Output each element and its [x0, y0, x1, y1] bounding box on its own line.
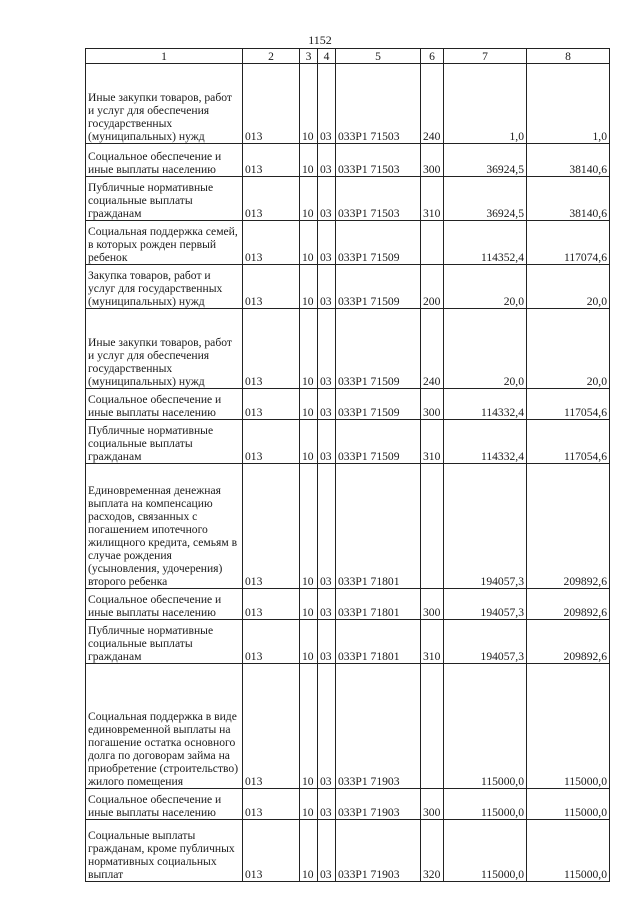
target-article-cell: 033Р1 71903: [336, 789, 421, 820]
target-article-cell: 033Р1 71801: [336, 620, 421, 664]
section-code-cell: 10: [300, 620, 318, 664]
table-row: [86, 464, 610, 589]
section-code-cell: 10: [300, 664, 318, 789]
table-row: [86, 589, 610, 620]
amount-year1-cell: 115000,0: [444, 664, 527, 789]
column-header: 7: [444, 49, 527, 64]
table-row: [86, 620, 610, 664]
expense-name-cell: Социальное обеспечение и иные выплаты населению: [86, 789, 243, 820]
target-article-cell: 033Р1 71801: [336, 464, 421, 589]
ministry-code-cell: 013: [243, 177, 300, 221]
expense-name-cell: Единовременная денежная выплата на компенсацию расходов, связанных с погашением ипотечного жилищного кредита, семьям в случае рождения (усыновления, удочерения) второго ребенка: [86, 464, 243, 589]
target-article-cell: 033Р1 71503: [336, 144, 421, 177]
subsection-code-cell: 03: [318, 177, 336, 221]
expense-type-cell: 240: [421, 64, 444, 144]
amount-year2-cell: 209892,6: [527, 589, 610, 620]
table-header-row: [86, 49, 610, 64]
column-header: 2: [243, 49, 300, 64]
ministry-code-cell: 013: [243, 420, 300, 464]
expense-type-cell: 310: [421, 420, 444, 464]
subsection-code-cell: 03: [318, 389, 336, 420]
amount-year2-cell: 115000,0: [527, 664, 610, 789]
subsection-code-cell: 03: [318, 64, 336, 144]
section-code-cell: 10: [300, 221, 318, 265]
ministry-code-cell: 013: [243, 589, 300, 620]
subsection-code-cell: 03: [318, 309, 336, 389]
amount-year2-cell: 115000,0: [527, 820, 610, 882]
amount-year2-cell: 209892,6: [527, 620, 610, 664]
page-number: 1152: [308, 33, 332, 47]
section-code-cell: 10: [300, 464, 318, 589]
target-article-cell: 033Р1 71509: [336, 420, 421, 464]
subsection-code-cell: 03: [318, 464, 336, 589]
ministry-code-cell: 013: [243, 309, 300, 389]
amount-year1-cell: 194057,3: [444, 589, 527, 620]
target-article-cell: 033Р1 71903: [336, 820, 421, 882]
amount-year1-cell: 114332,4: [444, 420, 527, 464]
expense-type-cell: 300: [421, 389, 444, 420]
table-row: [86, 144, 610, 177]
budget-table: [85, 48, 610, 882]
amount-year2-cell: 1,0: [527, 64, 610, 144]
subsection-code-cell: 03: [318, 221, 336, 265]
target-article-cell: 033Р1 71503: [336, 64, 421, 144]
section-code-cell: 10: [300, 265, 318, 309]
subsection-code-cell: 03: [318, 620, 336, 664]
target-article-cell: 033Р1 71509: [336, 221, 421, 265]
amount-year1-cell: 115000,0: [444, 789, 527, 820]
amount-year1-cell: 114332,4: [444, 389, 527, 420]
target-article-cell: 033Р1 71509: [336, 309, 421, 389]
column-header: 5: [336, 49, 421, 64]
table-row: [86, 64, 610, 144]
expense-name-cell: Социальные выплаты гражданам, кроме публичных нормативных социальных выплат: [86, 820, 243, 882]
amount-year1-cell: 20,0: [444, 309, 527, 389]
expense-type-cell: 320: [421, 820, 444, 882]
expense-type-cell: [421, 464, 444, 589]
ministry-code-cell: 013: [243, 789, 300, 820]
amount-year2-cell: 115000,0: [527, 789, 610, 820]
expense-name-cell: Социальное обеспечение и иные выплаты населению: [86, 144, 243, 177]
section-code-cell: 10: [300, 144, 318, 177]
expense-name-cell: Социальное обеспечение и иные выплаты населению: [86, 589, 243, 620]
expense-name-cell: Социальное обеспечение и иные выплаты населению: [86, 389, 243, 420]
expense-type-cell: 300: [421, 789, 444, 820]
column-header: 3: [300, 49, 318, 64]
subsection-code-cell: 03: [318, 144, 336, 177]
expense-name-cell: Публичные нормативные социальные выплаты гражданам: [86, 420, 243, 464]
amount-year1-cell: 36924,5: [444, 177, 527, 221]
table-row: [86, 664, 610, 789]
expense-name-cell: Иные закупки товаров, работ и услуг для обеспечения государственных (муниципальных) нужд: [86, 309, 243, 389]
subsection-code-cell: 03: [318, 265, 336, 309]
section-code-cell: 10: [300, 177, 318, 221]
table-row: [86, 265, 610, 309]
section-code-cell: 10: [300, 820, 318, 882]
amount-year2-cell: 38140,6: [527, 177, 610, 221]
ministry-code-cell: 013: [243, 620, 300, 664]
ministry-code-cell: 013: [243, 464, 300, 589]
amount-year2-cell: 117054,6: [527, 389, 610, 420]
target-article-cell: 033Р1 71509: [336, 389, 421, 420]
amount-year1-cell: 1,0: [444, 64, 527, 144]
column-header: 1: [86, 49, 243, 64]
amount-year1-cell: 114352,4: [444, 221, 527, 265]
table-row: [86, 309, 610, 389]
column-header: 4: [318, 49, 336, 64]
expense-name-cell: Иные закупки товаров, работ и услуг для обеспечения государственных (муниципальных) нужд: [86, 64, 243, 144]
ministry-code-cell: 013: [243, 265, 300, 309]
expense-type-cell: [421, 221, 444, 265]
amount-year2-cell: 117074,6: [527, 221, 610, 265]
expense-type-cell: 240: [421, 309, 444, 389]
subsection-code-cell: 03: [318, 789, 336, 820]
expense-type-cell: 200: [421, 265, 444, 309]
amount-year1-cell: 194057,3: [444, 620, 527, 664]
subsection-code-cell: 03: [318, 589, 336, 620]
amount-year1-cell: 194057,3: [444, 464, 527, 589]
expense-type-cell: 310: [421, 620, 444, 664]
section-code-cell: 10: [300, 789, 318, 820]
target-article-cell: 033Р1 71503: [336, 177, 421, 221]
expense-name-cell: Закупка товаров, работ и услуг для государственных (муниципальных) нужд: [86, 265, 243, 309]
expense-name-cell: Публичные нормативные социальные выплаты гражданам: [86, 177, 243, 221]
section-code-cell: 10: [300, 64, 318, 144]
ministry-code-cell: 013: [243, 144, 300, 177]
amount-year2-cell: 209892,6: [527, 464, 610, 589]
section-code-cell: 10: [300, 309, 318, 389]
subsection-code-cell: 03: [318, 664, 336, 789]
amount-year1-cell: 36924,5: [444, 144, 527, 177]
column-header: 8: [527, 49, 610, 64]
ministry-code-cell: 013: [243, 389, 300, 420]
table-row: [86, 820, 610, 882]
table-row: [86, 177, 610, 221]
amount-year2-cell: 20,0: [527, 265, 610, 309]
table-row: [86, 389, 610, 420]
column-header: 6: [421, 49, 444, 64]
amount-year2-cell: 38140,6: [527, 144, 610, 177]
expense-name-cell: Публичные нормативные социальные выплаты гражданам: [86, 620, 243, 664]
expense-type-cell: 300: [421, 144, 444, 177]
ministry-code-cell: 013: [243, 221, 300, 265]
amount-year1-cell: 20,0: [444, 265, 527, 309]
expense-type-cell: 300: [421, 589, 444, 620]
target-article-cell: 033Р1 71801: [336, 589, 421, 620]
target-article-cell: 033Р1 71903: [336, 664, 421, 789]
table-row: [86, 789, 610, 820]
subsection-code-cell: 03: [318, 820, 336, 882]
section-code-cell: 10: [300, 420, 318, 464]
expense-name-cell: Социальная поддержка семей, в которых рожден первый ребенок: [86, 221, 243, 265]
section-code-cell: 10: [300, 589, 318, 620]
ministry-code-cell: 013: [243, 664, 300, 789]
expense-type-cell: 310: [421, 177, 444, 221]
amount-year2-cell: 20,0: [527, 309, 610, 389]
ministry-code-cell: 013: [243, 64, 300, 144]
ministry-code-cell: 013: [243, 820, 300, 882]
amount-year2-cell: 117054,6: [527, 420, 610, 464]
amount-year1-cell: 115000,0: [444, 820, 527, 882]
table-row: [86, 420, 610, 464]
subsection-code-cell: 03: [318, 420, 336, 464]
expense-name-cell: Социальная поддержка в виде единовременной выплаты на погашение остатка основного долга по договорам займа на приобретение (строительство) жилого помещения: [86, 664, 243, 789]
section-code-cell: 10: [300, 389, 318, 420]
expense-type-cell: [421, 664, 444, 789]
table-row: [86, 221, 610, 265]
target-article-cell: 033Р1 71509: [336, 265, 421, 309]
